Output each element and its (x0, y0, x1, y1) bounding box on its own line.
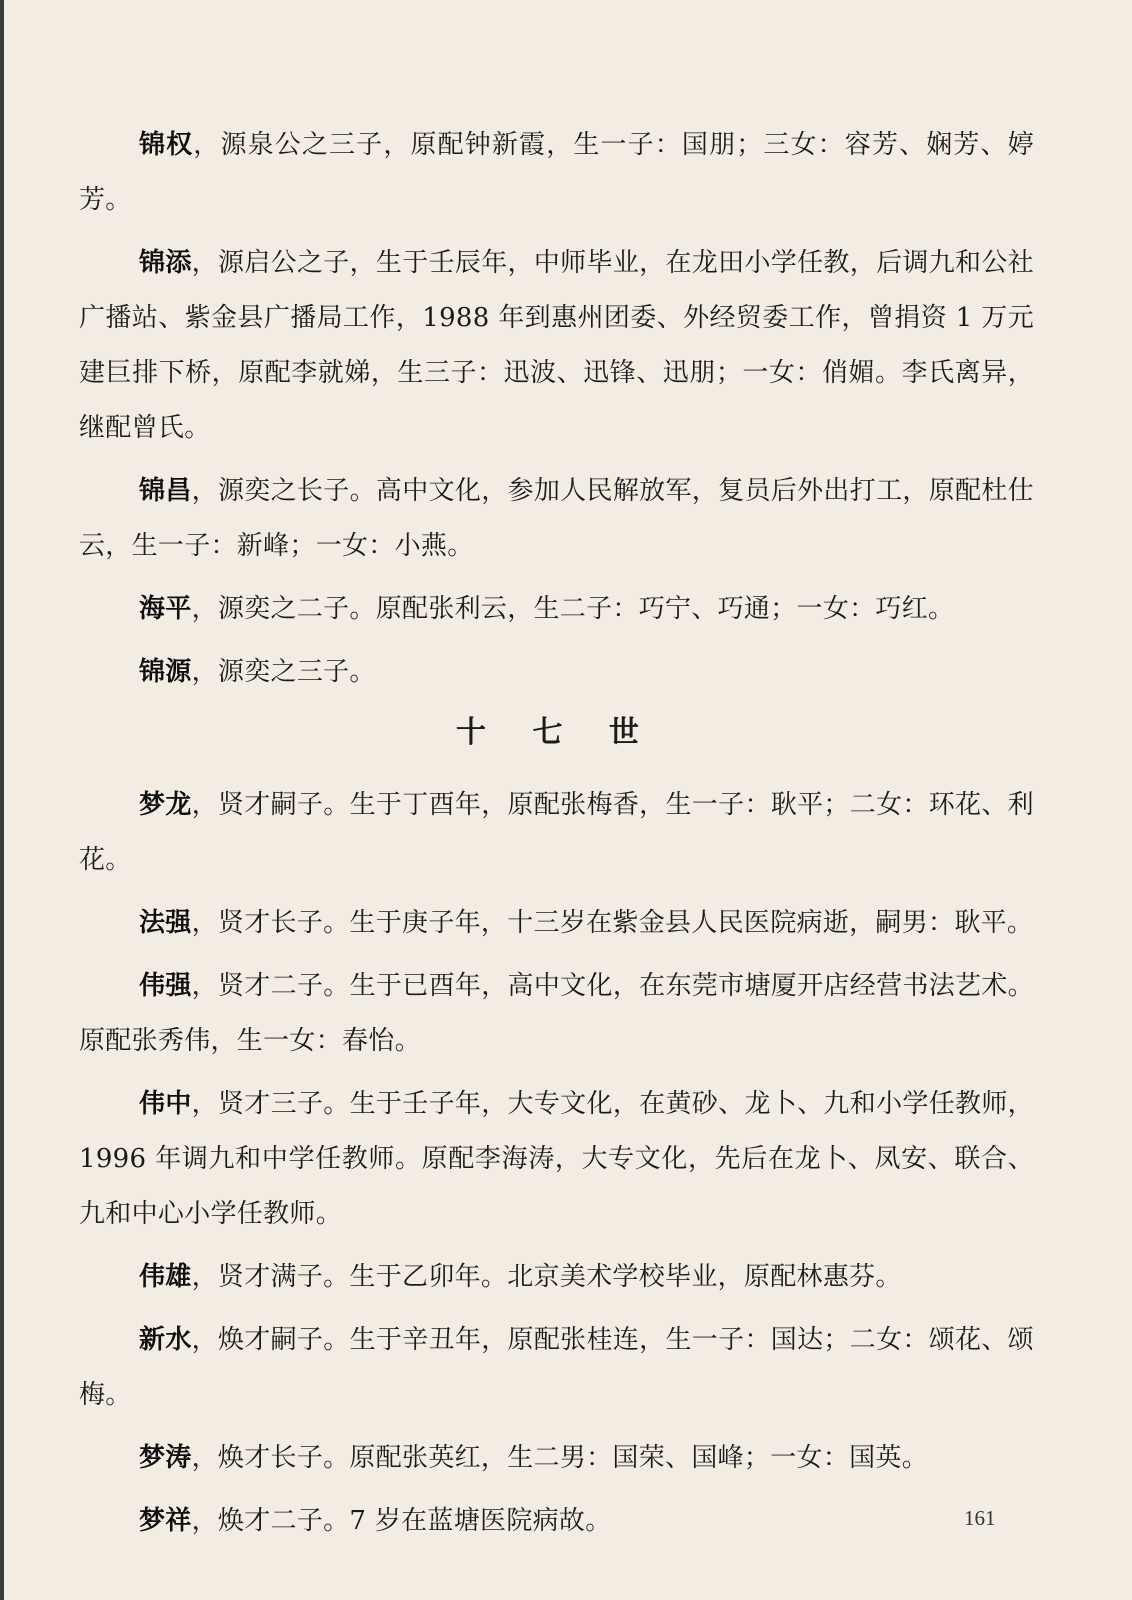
entry-name: 梦涛 (139, 1443, 192, 1473)
entry-weixiong: 伟雄，贤才满子。生于乙卯年。北京美术学校毕业，原配林惠芬。 (139, 1262, 902, 1292)
entry-name: 梦祥 (139, 1506, 192, 1536)
entry-text: 贤才满子。生于乙卯年。北京美术学校毕业，原配林惠芬。 (217, 1262, 902, 1292)
entry-jinchang: 锦昌，源奕之长子。高中文化，参加人民解放军，复员后外出打工，原配杜仕云，生一子：新峰；一女：小燕。 (79, 476, 1034, 561)
page-binding-edge (0, 0, 4, 1600)
entry-weiqiang: 伟强，贤才二子。生于已酉年，高中文化，在东莞市塘厦开店经营书法艺术。原配张秀伟，生一女：春怡。 (79, 971, 1034, 1056)
entry-text: 源奕之二子。原配张利云，生二子：巧宁、巧通；一女：巧红。 (217, 594, 955, 624)
entry-menglong: 梦龙，贤才嗣子。生于丁酉年，原配张梅香，生一子：耿平；二女：环花、利花。 (79, 790, 1034, 875)
entry-name: 法强 (139, 908, 192, 938)
entry-text: 贤才长子。生于庚子年，十三岁在紫金县人民医院病逝，嗣男：耿平。 (217, 908, 1034, 938)
entry-faqiang: 法强，贤才长子。生于庚子年，十三岁在紫金县人民医院病逝，嗣男：耿平。 (139, 908, 1034, 938)
entry-text: 源奕之三子。 (217, 657, 376, 687)
entry-name: 锦添 (139, 248, 192, 278)
entry-name: 锦昌 (139, 476, 192, 506)
entry-name: 伟雄 (139, 1262, 192, 1292)
entry-name: 锦源 (139, 657, 192, 687)
entry-name: 伟中 (139, 1089, 192, 1119)
entry-text: 焕才嗣子。生于辛丑年，原配张桂连，生一子：国达；二女：颂花、颂梅。 (79, 1325, 1034, 1410)
entry-jinyuan: 锦源，源奕之三子。 (139, 657, 376, 687)
entry-name: 伟强 (139, 971, 192, 1001)
generation-heading: 十 七 世 (456, 715, 657, 750)
page-number: 161 (964, 1506, 996, 1530)
entry-jintian: 锦添，源启公之子，生于壬辰年，中师毕业，在龙田小学任教，后调九和公社广播站、紫金县广播局工作，1988 年到惠州团委、外经贸委工作，曾捐资 1 万元建巨排下桥，原配李就娣，生三子：迅波、迅锋、迅朋；一女：俏媚。李氏离异，继配曾氏。 (79, 248, 1034, 443)
entry-text: 焕才二子。7 岁在蓝塘医院病故。 (217, 1506, 612, 1536)
entry-text: 贤才二子。生于已酉年，高中文化，在东莞市塘厦开店经营书法艺术。原配张秀伟，生一女：春怡。 (79, 971, 1034, 1056)
entry-text: 焕才长子。原配张英红，生二男：国荣、国峰；一女：国英。 (217, 1443, 929, 1473)
entry-text: 源泉公之三子，原配钟新霞，生一子：国朋；三女：容芳、娴芳、婷芳。 (79, 130, 1034, 215)
entry-text: 源启公之子，生于壬辰年，中师毕业，在龙田小学任教，后调九和公社广播站、紫金县广播局工作，1988 年到惠州团委、外经贸委工作，曾捐资 1 万元建巨排下桥，原配李就娣，生三子：迅波、迅锋、迅朋；一女：俏媚。李氏离异，继配曾氏。 (79, 248, 1034, 443)
entry-text: 源奕之长子。高中文化，参加人民解放军，复员后外出打工，原配杜仕云，生一子：新峰；一女：小燕。 (79, 476, 1034, 561)
entry-text: 贤才嗣子。生于丁酉年，原配张梅香，生一子：耿平；二女：环花、利花。 (79, 790, 1034, 875)
entry-xinshui: 新水，焕才嗣子。生于辛丑年，原配张桂连，生一子：国达；二女：颂花、颂梅。 (79, 1325, 1034, 1410)
entry-name: 梦龙 (139, 790, 192, 820)
entry-mengtao: 梦涛，焕才长子。原配张英红，生二男：国荣、国峰；一女：国英。 (139, 1443, 929, 1473)
entry-weizhong: 伟中，贤才三子。生于壬子年，大专文化，在黄砂、龙卜、九和小学任教师，1996 年调九和中学任教师。原配李海涛，大专文化，先后在龙卜、凤安、联合、九和中心小学任教师。 (79, 1089, 1034, 1229)
entry-mengxiang: 梦祥，焕才二子。7 岁在蓝塘医院病故。 (139, 1506, 612, 1536)
entry-text: 贤才三子。生于壬子年，大专文化，在黄砂、龙卜、九和小学任教师，1996 年调九和中学任教师。原配李海涛，大专文化，先后在龙卜、凤安、联合、九和中心小学任教师。 (79, 1089, 1034, 1229)
entry-jinquan: 锦权，源泉公之三子，原配钟新霞，生一子：国朋；三女：容芳、娴芳、婷芳。 (79, 130, 1034, 215)
entry-haiping: 海平，源奕之二子。原配张利云，生二子：巧宁、巧通；一女：巧红。 (139, 594, 955, 624)
genealogy-text (79, 118, 1034, 1557)
entry-name: 新水 (139, 1325, 192, 1355)
entry-name: 海平 (139, 594, 192, 624)
entry-name: 锦权 (139, 130, 194, 160)
